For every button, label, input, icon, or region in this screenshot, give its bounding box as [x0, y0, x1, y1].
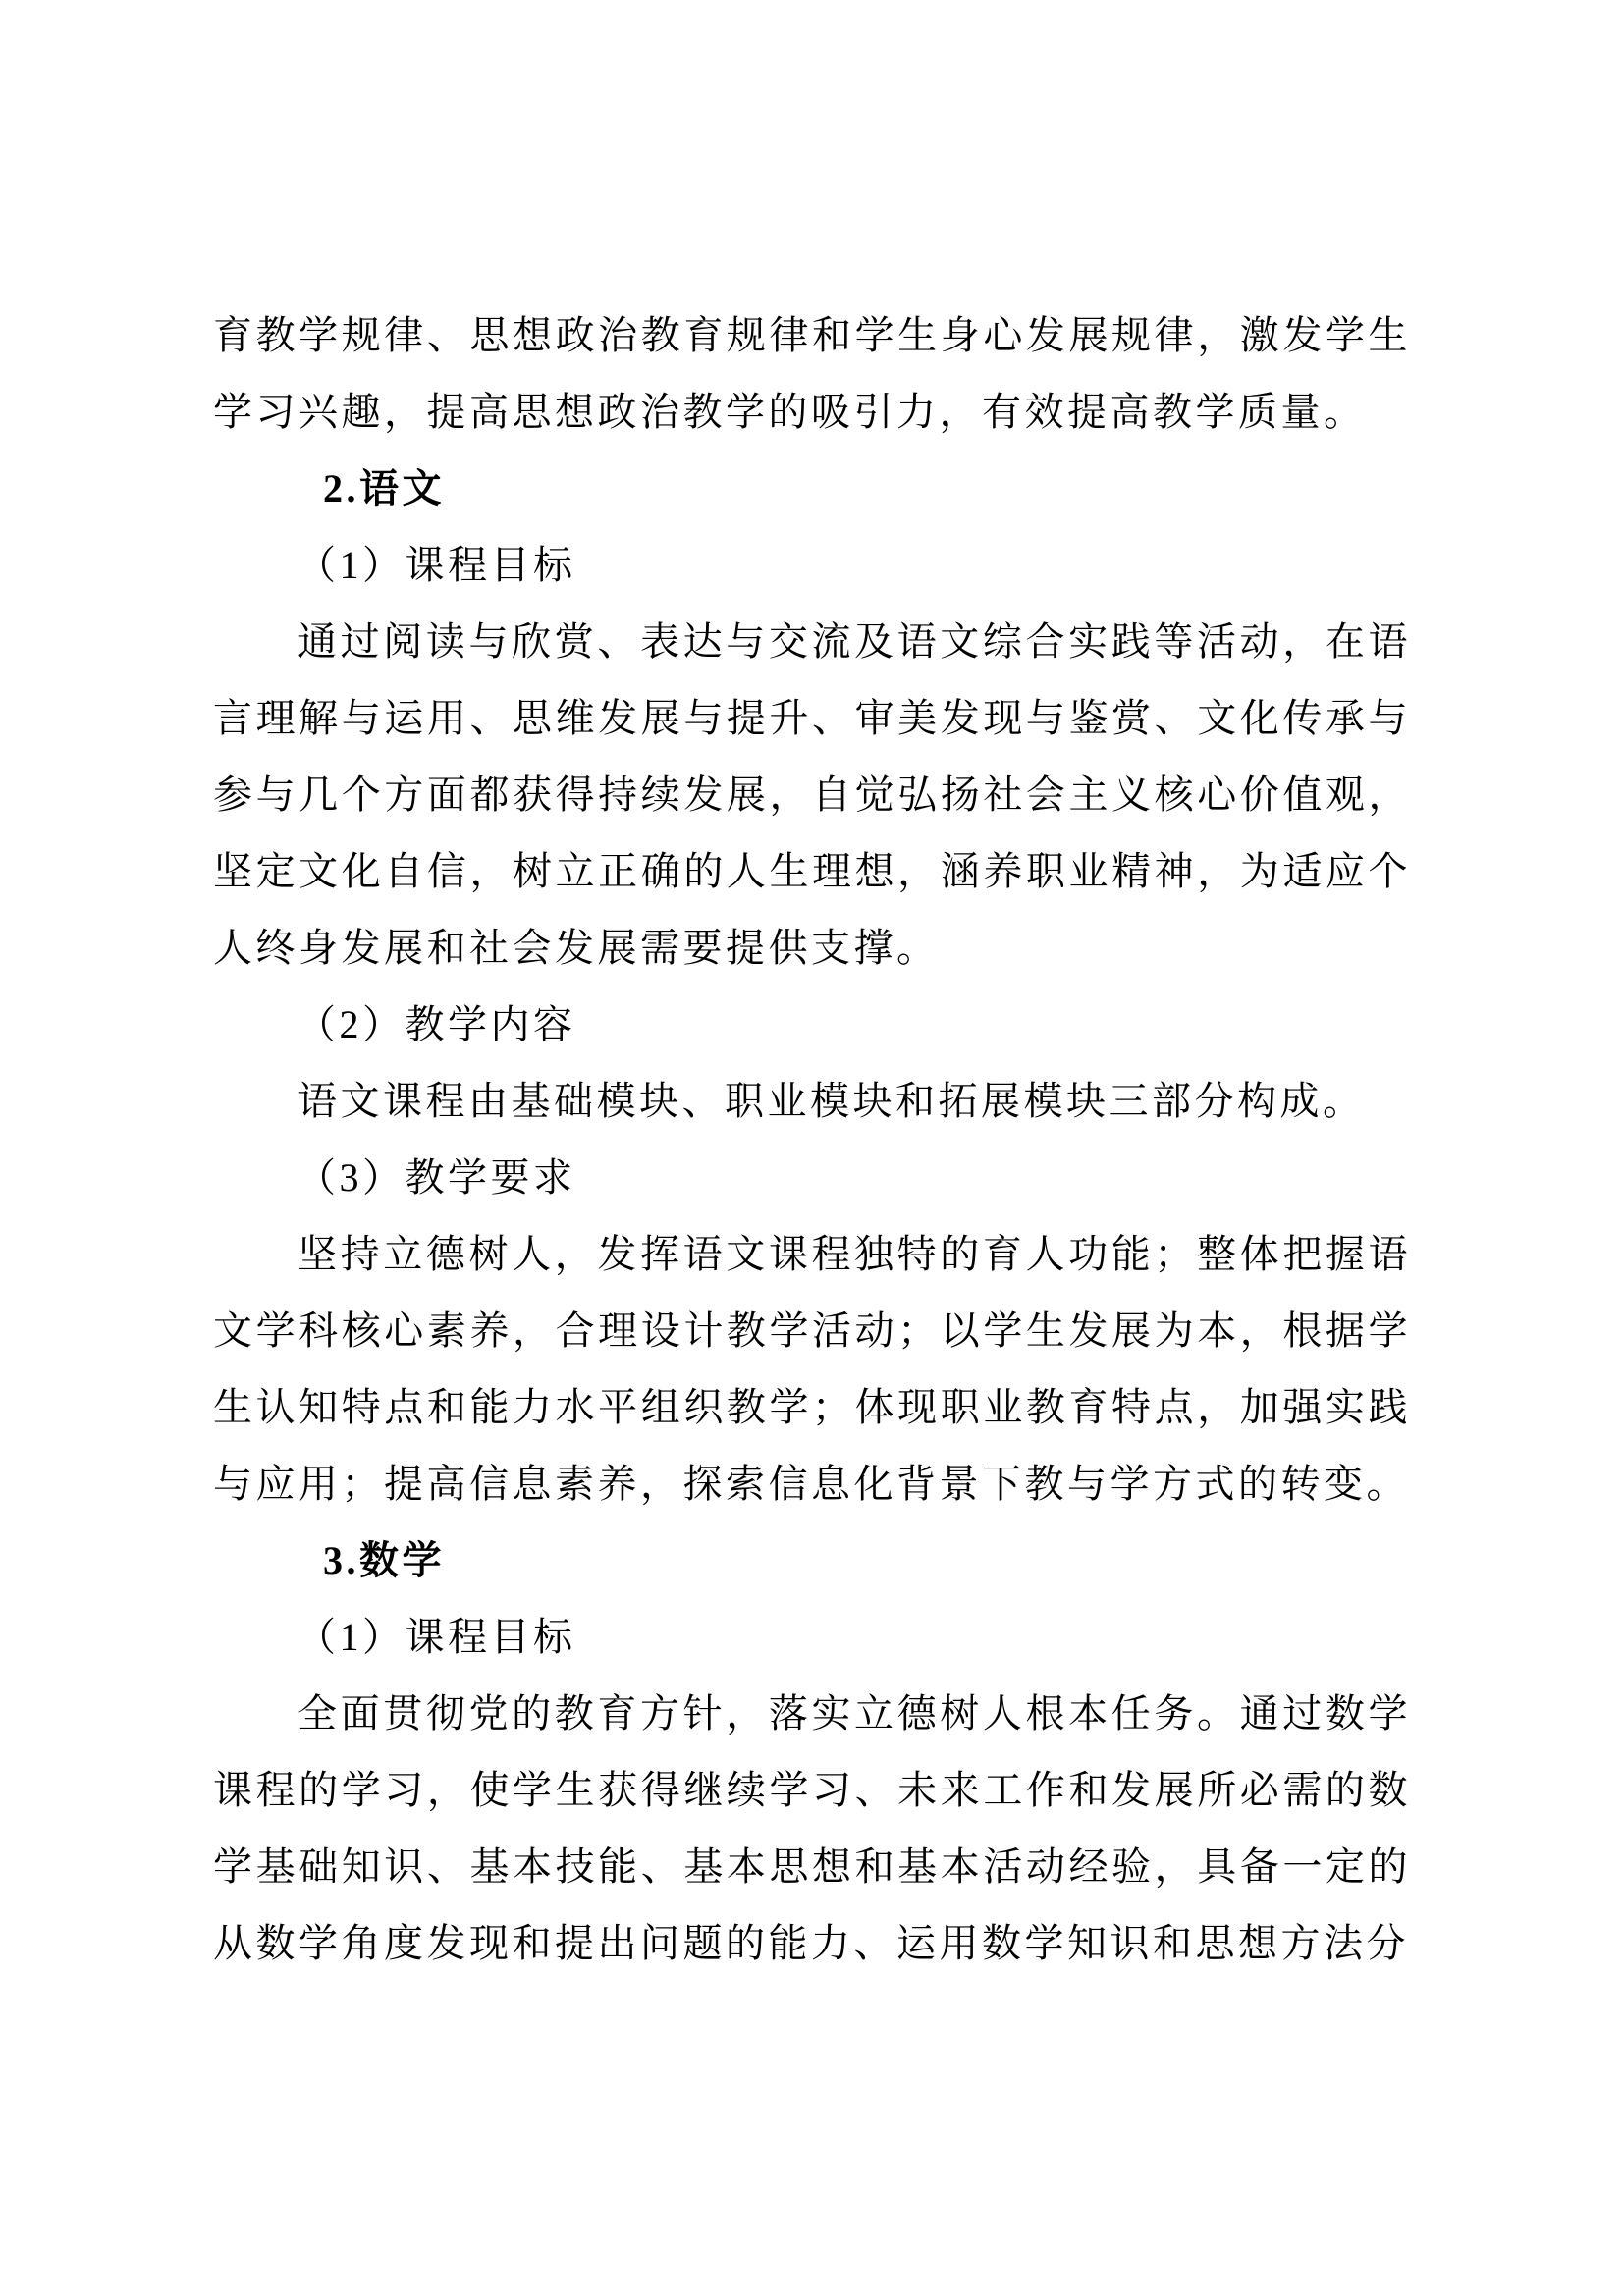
subheading-teaching-requirements: （3）教学要求: [297, 1155, 576, 1200]
paragraph-continued-from-previous-page: 育教学规律、思想政治教育规律和学生身心发展规律，激发学生学习兴趣，提高思想政治教学的吸引力，有效提高教学质量。: [213, 313, 1411, 434]
section-heading-chinese: 2.语文: [323, 466, 445, 510]
subheading-course-objectives: （1）课程目标: [297, 543, 576, 587]
paragraph-chinese-objectives: 通过阅读与欣赏、表达与交流及语文综合实践等活动，在语言理解与运用、思维发展与提升、审美发现与鉴赏、文化传承与参与几个方面都获得持续发展，自觉弘扬社会主义核心价值观，坚定文化自信，树立正确的人生理想，涵养职业精神，为适应个人终身发展和社会发展需要提供支撑。: [213, 619, 1411, 970]
subheading-teaching-content: （2）教学内容: [297, 1002, 576, 1046]
document-text-area: [213, 297, 1411, 1982]
subheading-math-course-objectives: （1）课程目标: [297, 1615, 576, 1659]
paragraph-chinese-content: 语文课程由基础模块、职业模块和拓展模块三部分构成。: [298, 1079, 1366, 1123]
paragraph-chinese-requirements: 坚持立德树人，发挥语文课程独特的育人功能；整体把握语文学科核心素养，合理设计教学活动；以学生发展为本，根据学生认知特点和能力水平组织教学；体现职业教育特点，加强实践与应用；提高信息素养，探索信息化背景下教与学方式的转变。: [213, 1232, 1411, 1506]
section-heading-math: 3.数学: [323, 1538, 445, 1582]
paragraph-math-objectives: 全面贯彻党的教育方针，落实立德树人根本任务。通过数学课程的学习，使学生获得继续学习、未来工作和发展所必需的数学基础知识、基本技能、基本思想和基本活动经验，具备一定的从数学角度发现和提出问题的能力、运用数学知识和思想方法分: [213, 1691, 1411, 1965]
